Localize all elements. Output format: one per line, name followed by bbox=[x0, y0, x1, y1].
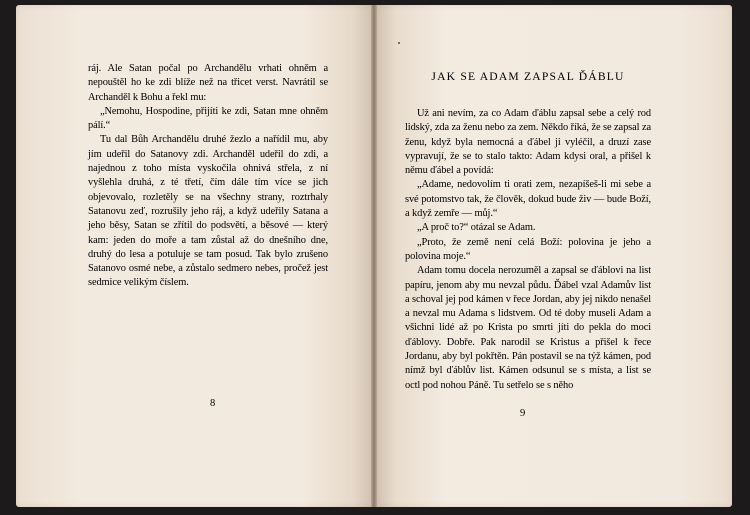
left-page-text bbox=[88, 62, 328, 291]
right-paragraph: Adam tomu docela nerozuměl a zapsal se ďáblovi na list papíru, jenom aby mu nevzal půdu. Ďábel vzal Adamův list a schoval jej pod kámen v řece Jordan, aby jej nikdo nenašel a nevzal mu Adama s lidstvem. Od té doby museli Adam a všichni lidé až po Krista po smrti jíti do pekla do moci ďáblovy. Dobře. Pak narodil se Kristus a přišel k řece Jordanu, aby byl pokřtěn. Pán postavil se na týž kámen, pod nímž byl ďáblův list. Kámen odsunul se s místa, a list se octl pod nohou Páně. Tu setřelo se s něho bbox=[405, 265, 651, 391]
right-paragraph: Už ani nevím, za co Adam ďáblu zapsal sebe a celý rod lidský, zda za ženu nebo za zem. Někdo říká, že se zapsal za ženu, když byla nemocná a ďábel ji vyléčil, a druzí zase vypravují, že se to stalo takto: Adam kdysi oral, a přišel k němu ďábel a povídá: bbox=[405, 108, 651, 177]
right-paragraph: „Adame, nedovolím ti orati zem, nezapíšeš-li mi sebe a své potomstvo tak, že člověk, dokud bude živ — bude Boží, a když zemře — můj.“ bbox=[405, 179, 651, 220]
left-paragraph: „Nemohu, Hospodine, přijíti ke zdi, Satan mne ohněm pálí.“ bbox=[88, 105, 328, 132]
book-gutter bbox=[371, 5, 377, 507]
right-page-text bbox=[405, 107, 651, 393]
right-paragraph: „A proč to?“ otázal se Adam. bbox=[417, 222, 536, 234]
left-page-number: 8 bbox=[210, 398, 216, 409]
left-paragraph: Tu dal Bůh Archandělu druhé žezlo a nařídil mu, aby jím udeřil do Satanovy zdi. Archanděl udeřil do zdi, a najednou z toho místa vyskočila ohnivá střela, z ní vyšlehla druhá, z té třetí, čím dále tím více se jich objevovalo, rozletěly se na všechny strany, roztrhaly Satanovu zeď, rozrušily jeho ráj, a když udeřily Satana a jeho běsy, Satan se zřítil do podsvětí, a běsové — který kam: jeden do moře a tam zůstal až do dnešního dne, druhý do lesa a potuluje se tam posud. Tak bylo zrušeno Satanovo osmé nebe, a zůstalo sedmero nebes, pročež jest sedmice velikým číslem. bbox=[88, 134, 328, 289]
right-page-number: 9 bbox=[520, 408, 526, 419]
page-mark bbox=[398, 42, 400, 44]
chapter-title: JAK SE ADAM ZAPSAL ĎÁBLU bbox=[431, 70, 625, 83]
right-paragraph: „Proto, že země není celá Boží: polovina je jeho a polovina moje.“ bbox=[405, 236, 651, 262]
left-paragraph: ráj. Ale Satan počal po Archandělu vrhati ohněm a nepouštěl ho ke zdi blíže než na třicet verst. Navrátil se Archanděl k Bohu a řekl mu: bbox=[88, 63, 328, 103]
